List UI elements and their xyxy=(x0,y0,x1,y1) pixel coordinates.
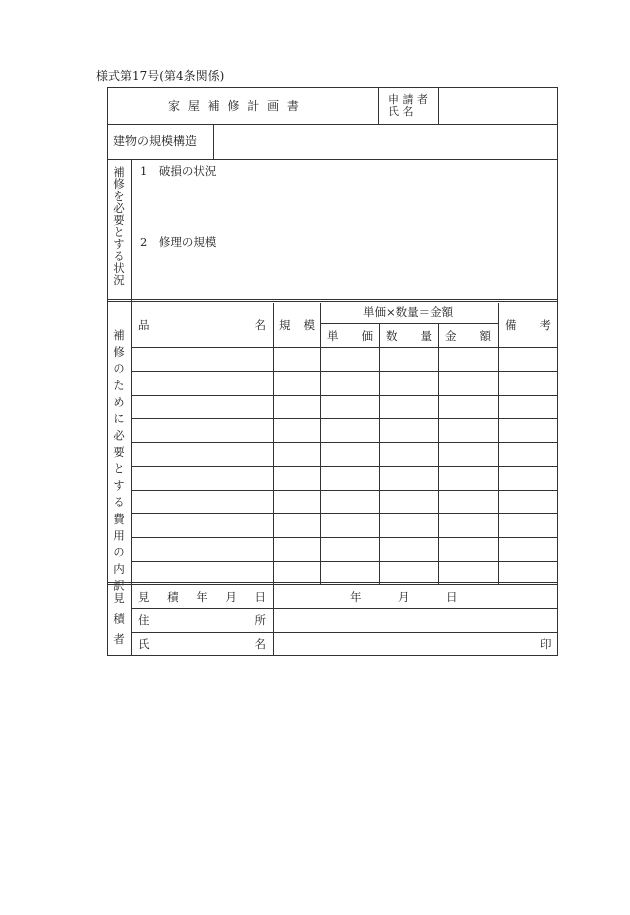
col-quantity: 数 量 xyxy=(386,329,432,343)
form-number: 様式第17号(第4条関係) xyxy=(96,69,225,83)
applicant-label: 申 請 者 氏 名 xyxy=(388,93,428,118)
estimate-date-label: 見 積 年 月 日 xyxy=(138,590,266,604)
repair-item: 2 修理の規模 xyxy=(140,235,217,249)
applicant-name-field[interactable] xyxy=(444,100,552,116)
col-item-name: 品 名 xyxy=(138,318,266,332)
estimator-label: 見積者 xyxy=(112,592,126,654)
address-label: 住 所 xyxy=(138,613,266,627)
col-remarks: 備 考 xyxy=(505,318,551,332)
building-scale-label: 建物の規模構造 xyxy=(113,134,198,148)
address-field[interactable] xyxy=(276,611,554,629)
estimator-name-field[interactable] xyxy=(276,635,531,653)
cost-section-label: 補修のために必要とする費用の内訳 xyxy=(112,329,126,597)
col-scale: 規 模 xyxy=(279,318,315,332)
seal-mark: 印 xyxy=(540,637,552,651)
col-formula: 単価×数量＝金額 xyxy=(363,305,454,319)
name-label: 氏 名 xyxy=(138,637,266,651)
damage-item: 1 破損の状況 xyxy=(140,164,217,178)
col-amount: 金 額 xyxy=(445,329,491,343)
repair-condition-label: 補修を必要とする状況 xyxy=(112,166,126,286)
building-scale-field[interactable] xyxy=(220,135,550,149)
col-unit-price: 単 価 xyxy=(327,329,373,343)
form-title: 家 屋 補 修 計 画 書 xyxy=(168,99,301,113)
